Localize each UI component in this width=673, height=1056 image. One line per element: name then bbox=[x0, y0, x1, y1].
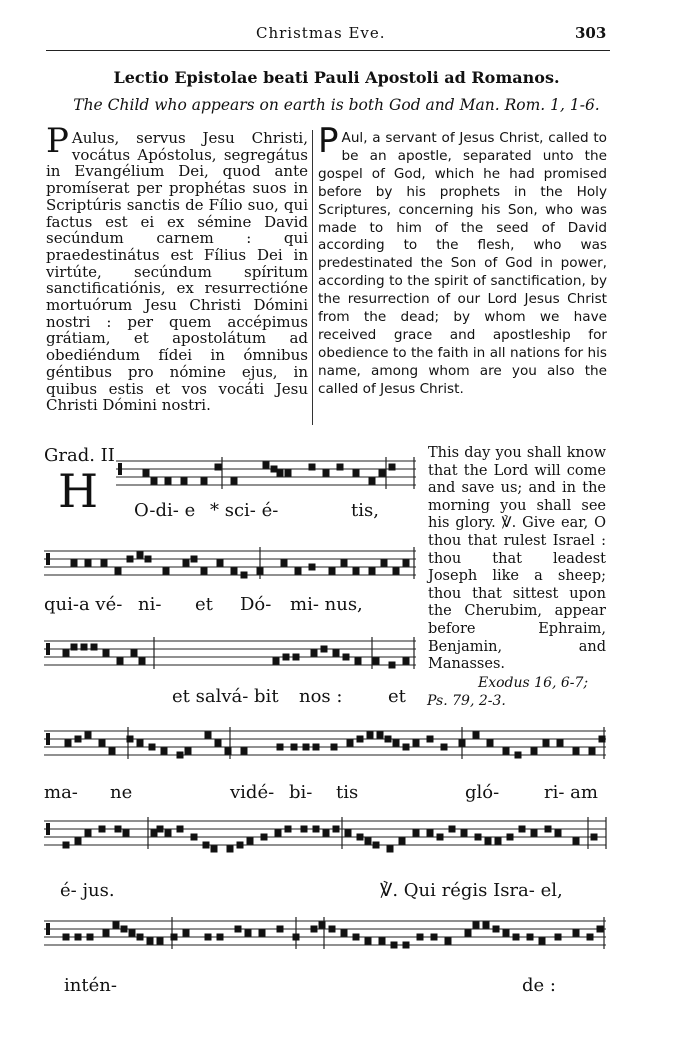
neume bbox=[333, 826, 340, 833]
neume bbox=[449, 826, 456, 833]
neume bbox=[527, 934, 534, 941]
neume bbox=[257, 568, 264, 575]
neume bbox=[487, 740, 494, 747]
neume bbox=[237, 842, 244, 849]
neume bbox=[149, 744, 156, 751]
neume bbox=[353, 934, 360, 941]
clef-mark bbox=[118, 463, 122, 475]
lyric: ri- am bbox=[544, 782, 598, 803]
neume bbox=[65, 740, 72, 747]
lyric: tis, bbox=[351, 500, 379, 521]
neume bbox=[63, 934, 70, 941]
neume bbox=[473, 732, 480, 739]
neume bbox=[323, 470, 330, 477]
neume bbox=[277, 926, 284, 933]
lyric: gló- bbox=[465, 782, 500, 803]
neume bbox=[151, 478, 158, 485]
neume bbox=[277, 470, 284, 477]
neume bbox=[475, 834, 482, 841]
lyric: ℣. Qui régis Isra- el, bbox=[380, 880, 563, 901]
neume bbox=[63, 650, 70, 657]
lyric: tis bbox=[336, 782, 359, 803]
chant-staff-4 bbox=[44, 715, 608, 765]
neume bbox=[485, 838, 492, 845]
neume bbox=[103, 650, 110, 657]
neume bbox=[63, 842, 70, 849]
neume bbox=[381, 560, 388, 567]
neume bbox=[157, 938, 164, 945]
neume bbox=[345, 830, 352, 837]
neume bbox=[495, 838, 502, 845]
neume bbox=[281, 560, 288, 567]
neume bbox=[185, 748, 192, 755]
neume bbox=[503, 748, 510, 755]
chant-staff-3 bbox=[44, 625, 418, 675]
neume bbox=[203, 842, 210, 849]
lyric: Dó- bbox=[240, 594, 272, 615]
neume bbox=[441, 744, 448, 751]
neume bbox=[357, 736, 364, 743]
lyric: et salvá- bit bbox=[172, 686, 279, 707]
neume bbox=[127, 556, 134, 563]
neume bbox=[329, 926, 336, 933]
neume bbox=[347, 740, 354, 747]
neume bbox=[519, 826, 526, 833]
neume bbox=[177, 752, 184, 759]
neume bbox=[413, 740, 420, 747]
neume bbox=[403, 560, 410, 567]
neume bbox=[241, 748, 248, 755]
neume bbox=[81, 644, 88, 651]
neume bbox=[235, 926, 242, 933]
neume bbox=[387, 846, 394, 853]
neume bbox=[403, 744, 410, 751]
neume bbox=[557, 740, 564, 747]
neume bbox=[323, 830, 330, 837]
neume bbox=[231, 478, 238, 485]
page-number: 303 bbox=[575, 24, 607, 42]
neume bbox=[123, 830, 130, 837]
neume bbox=[473, 922, 480, 929]
neume bbox=[329, 568, 336, 575]
neume bbox=[427, 830, 434, 837]
neume bbox=[71, 560, 78, 567]
gradual-initial: H bbox=[58, 464, 99, 518]
neume bbox=[321, 646, 328, 653]
neume bbox=[99, 740, 106, 747]
neume bbox=[245, 930, 252, 937]
neume bbox=[313, 744, 320, 751]
neume bbox=[259, 930, 266, 937]
neume bbox=[109, 748, 116, 755]
neume bbox=[365, 838, 372, 845]
neume bbox=[589, 748, 596, 755]
neume bbox=[343, 654, 350, 661]
lyric: intén- bbox=[64, 975, 117, 996]
chant-staff-6 bbox=[44, 905, 608, 955]
neume bbox=[165, 478, 172, 485]
neume bbox=[85, 830, 92, 837]
neume bbox=[295, 568, 302, 575]
lyric: ni- bbox=[138, 594, 162, 615]
gradual-source-psalm: Ps. 79, 2-3. bbox=[427, 693, 506, 709]
english-drop-cap: P bbox=[318, 121, 339, 161]
neume bbox=[101, 560, 108, 567]
neume bbox=[573, 838, 580, 845]
neume bbox=[137, 740, 144, 747]
neume bbox=[461, 830, 468, 837]
neume bbox=[515, 752, 522, 759]
neume bbox=[353, 568, 360, 575]
neume bbox=[161, 748, 168, 755]
neume bbox=[465, 930, 472, 937]
neume bbox=[151, 830, 158, 837]
neume bbox=[403, 942, 410, 949]
neume bbox=[103, 930, 110, 937]
neume bbox=[483, 922, 490, 929]
neume bbox=[75, 838, 82, 845]
neume bbox=[493, 926, 500, 933]
neume bbox=[157, 826, 164, 833]
neume bbox=[137, 934, 144, 941]
latin-text: Aulus, servus Jesu Christi, vocátus Apóstolus, segregátus in Evangélium Dei, quod ante promíserat per prophétas suos in Scriptúris sanctis de Fílio suo, qui factus est ei ex sémine David secúndum carnem : qui praedestinátus est Fílius Dei in virtúte, secúndum spíritum sanctificatiónis, ex resurrectióne mortuórum Jesu Christi Dómini nostri : per quem accépimus grátiam, et apostolátum ad obediéndum fídei in ómnibus géntibus pro nómine ejus, in quibus estis et vos vocáti Jesu Christi Dómini nostri. bbox=[46, 129, 308, 415]
neume bbox=[283, 654, 290, 661]
neume bbox=[597, 926, 604, 933]
neume bbox=[177, 826, 184, 833]
neume bbox=[225, 748, 232, 755]
neume bbox=[341, 930, 348, 937]
neume bbox=[215, 740, 222, 747]
neume bbox=[127, 736, 134, 743]
gradual-source-exodus: Exodus 16, 6-7; bbox=[478, 675, 589, 691]
neume bbox=[417, 934, 424, 941]
neume bbox=[201, 568, 208, 575]
lyric: vidé- bbox=[230, 782, 275, 803]
neume bbox=[369, 568, 376, 575]
neume bbox=[191, 556, 198, 563]
lyric: * sci- é- bbox=[210, 500, 279, 521]
gradual-label: Grad. II bbox=[44, 445, 115, 466]
neume bbox=[427, 736, 434, 743]
lyric: qui-a vé- bbox=[44, 594, 123, 615]
neume bbox=[205, 934, 212, 941]
clef-mark bbox=[46, 923, 50, 935]
neume bbox=[355, 658, 362, 665]
neume bbox=[599, 736, 606, 743]
neume bbox=[163, 568, 170, 575]
neume bbox=[341, 560, 348, 567]
neume bbox=[573, 930, 580, 937]
neume bbox=[389, 662, 396, 669]
neume bbox=[311, 650, 318, 657]
neume bbox=[507, 834, 514, 841]
neume bbox=[271, 466, 278, 473]
neume bbox=[117, 658, 124, 665]
lyric: bi- bbox=[289, 782, 313, 803]
neume bbox=[215, 464, 222, 471]
neume bbox=[273, 658, 280, 665]
neume bbox=[369, 478, 376, 485]
neume bbox=[211, 846, 218, 853]
neume bbox=[129, 930, 136, 937]
lyric: de : bbox=[522, 975, 556, 996]
neume bbox=[183, 560, 190, 567]
neume bbox=[115, 568, 122, 575]
neume bbox=[171, 934, 178, 941]
neume bbox=[333, 650, 340, 657]
neume bbox=[285, 470, 292, 477]
neume bbox=[353, 470, 360, 477]
neume bbox=[87, 934, 94, 941]
english-column bbox=[318, 121, 607, 399]
neume bbox=[377, 732, 384, 739]
gradual-translation: This day you shall know that the Lord will come and save us; and in the morning you shall see his glory. ℣. Give ear, O thou that rulest Israel : thou that leadest Joseph like a sheep; thou that sittest upon the Cherubim, appear before Ephraim, Benjamin, and Manasses. bbox=[428, 445, 606, 673]
neume bbox=[391, 942, 398, 949]
neume bbox=[71, 644, 78, 651]
neume bbox=[241, 572, 248, 579]
column-divider bbox=[312, 130, 313, 425]
neume bbox=[165, 830, 172, 837]
neume bbox=[217, 934, 224, 941]
neume bbox=[373, 658, 380, 665]
neume bbox=[285, 826, 292, 833]
lyric: é- jus. bbox=[60, 880, 115, 901]
neume bbox=[275, 830, 282, 837]
neume bbox=[337, 464, 344, 471]
neume bbox=[145, 556, 152, 563]
neume bbox=[75, 934, 82, 941]
neume bbox=[139, 658, 146, 665]
lyric: mi- nus, bbox=[290, 594, 363, 615]
neume bbox=[313, 826, 320, 833]
neume bbox=[147, 938, 154, 945]
neume bbox=[247, 838, 254, 845]
neume bbox=[357, 834, 364, 841]
neume bbox=[85, 560, 92, 567]
neume bbox=[573, 748, 580, 755]
neume bbox=[545, 826, 552, 833]
neume bbox=[385, 736, 392, 743]
neume bbox=[131, 650, 138, 657]
neume bbox=[431, 934, 438, 941]
clef-mark bbox=[46, 733, 50, 745]
neume bbox=[393, 740, 400, 747]
latin-drop-cap: P bbox=[46, 121, 69, 161]
neume bbox=[373, 842, 380, 849]
neume bbox=[399, 838, 406, 845]
neume bbox=[459, 740, 466, 747]
neume bbox=[91, 644, 98, 651]
neume bbox=[311, 926, 318, 933]
lesson-subtitle: The Child who appears on earth is both God and Man. Rom. 1, 1-6. bbox=[73, 96, 600, 114]
neume bbox=[85, 732, 92, 739]
neume bbox=[121, 926, 128, 933]
neume bbox=[389, 464, 396, 471]
neume bbox=[293, 934, 300, 941]
neume bbox=[201, 478, 208, 485]
neume bbox=[587, 934, 594, 941]
neume bbox=[181, 478, 188, 485]
neume bbox=[319, 922, 326, 929]
neume bbox=[555, 830, 562, 837]
neume bbox=[291, 744, 298, 751]
neume bbox=[503, 930, 510, 937]
header-rule bbox=[46, 50, 610, 51]
neume bbox=[591, 834, 598, 841]
lyric: et bbox=[388, 686, 406, 707]
lyric: et bbox=[195, 594, 213, 615]
lesson-title: Lectio Epistolae beati Pauli Apostoli ad Romanos. bbox=[113, 68, 560, 87]
chant-staff-2 bbox=[44, 535, 418, 585]
neume bbox=[555, 934, 562, 941]
neume bbox=[367, 732, 374, 739]
latin-column bbox=[46, 121, 308, 415]
neume bbox=[261, 834, 268, 841]
neume bbox=[437, 834, 444, 841]
neume bbox=[227, 846, 234, 853]
neume bbox=[413, 830, 420, 837]
lyric: nos : bbox=[299, 686, 343, 707]
chant-staff-1 bbox=[116, 445, 418, 495]
english-text: Aul, a servant of Jesus Christ, called to be an apostle, separated unto the gospel of God, which he had promised before by his prophets in the Holy Scriptures, concerning his Son, who was made to him of the seed of David according to the flesh, who was predestinated the Son of God in power, according to the spirit of sanctification, by the resurrection of our Lord Jesus Christ from the dead; by whom we have received grace and apostleship for obedience to the faith in all nations for his name, among whom are you also the called of Jesus Christ. bbox=[318, 130, 607, 397]
neume bbox=[183, 930, 190, 937]
neume bbox=[115, 826, 122, 833]
neume bbox=[531, 748, 538, 755]
neume bbox=[217, 560, 224, 567]
clef-mark bbox=[46, 823, 50, 835]
neume bbox=[191, 834, 198, 841]
neume bbox=[365, 938, 372, 945]
neume bbox=[309, 464, 316, 471]
lyric: O-di- e bbox=[134, 500, 196, 521]
running-header-title: Christmas Eve. bbox=[256, 24, 386, 42]
neume bbox=[205, 732, 212, 739]
neume bbox=[277, 744, 284, 751]
neume bbox=[543, 740, 550, 747]
neume bbox=[539, 938, 546, 945]
neume bbox=[263, 462, 270, 469]
lyric: ne bbox=[110, 782, 133, 803]
neume bbox=[99, 826, 106, 833]
neume bbox=[303, 744, 310, 751]
neume bbox=[379, 470, 386, 477]
neume bbox=[531, 830, 538, 837]
neume bbox=[331, 744, 338, 751]
neume bbox=[513, 934, 520, 941]
chant-staff-5 bbox=[44, 805, 608, 855]
neume bbox=[309, 564, 316, 571]
neume bbox=[143, 470, 150, 477]
neume bbox=[403, 658, 410, 665]
neume bbox=[301, 826, 308, 833]
neume bbox=[393, 568, 400, 575]
neume bbox=[113, 922, 120, 929]
neume bbox=[75, 736, 82, 743]
clef-mark bbox=[46, 643, 50, 655]
neume bbox=[137, 552, 144, 559]
lyric: ma- bbox=[44, 782, 78, 803]
neume bbox=[231, 568, 238, 575]
neume bbox=[379, 938, 386, 945]
neume bbox=[445, 938, 452, 945]
clef-mark bbox=[46, 553, 50, 565]
neume bbox=[293, 654, 300, 661]
